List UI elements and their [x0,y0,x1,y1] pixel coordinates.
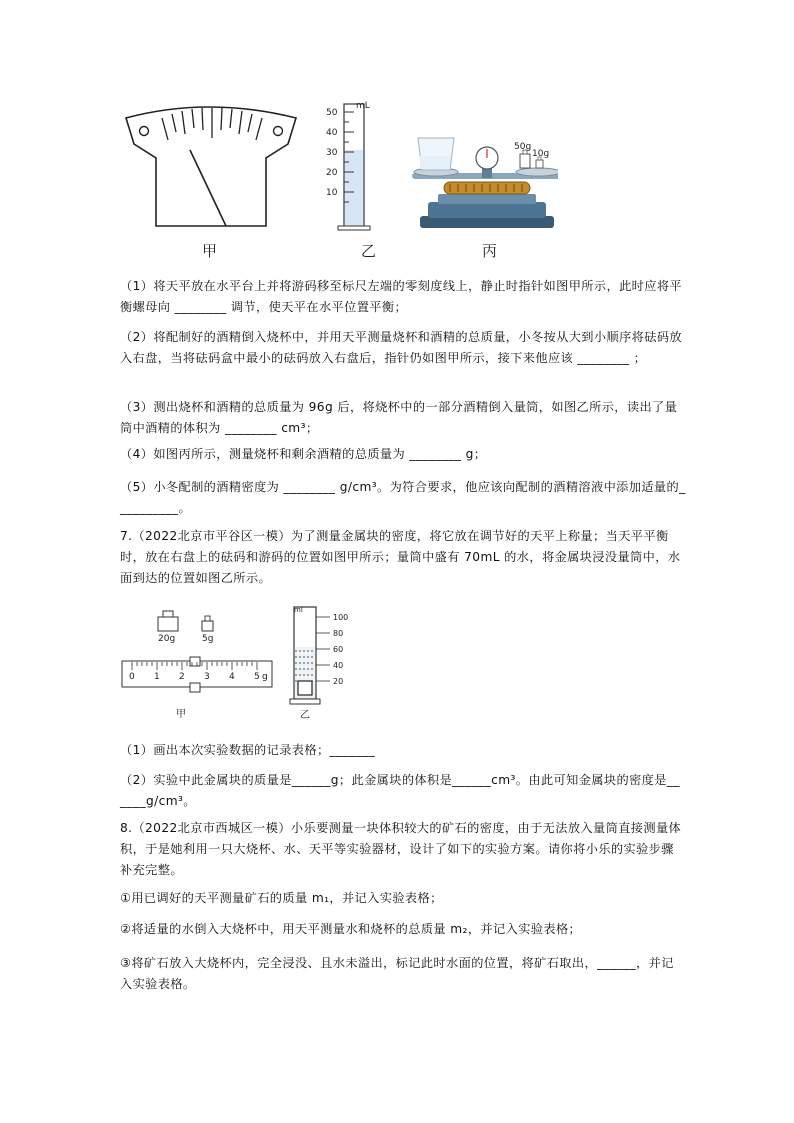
scale-unit: g [262,672,268,682]
figure-label-bing: 丙 [482,242,498,260]
scale-tick-5: 5 [254,672,260,682]
scale-tick-3: 3 [204,672,210,682]
balance-scale [412,138,558,228]
cylinder-tick-10: 10 [326,188,338,198]
q8-step-1: ①用已调好的天平测量矿石的质量 m₁，并记入实验表格； [120,891,443,905]
weight-label-5g: 5g [202,634,214,644]
scale-tick-1: 1 [154,672,160,682]
graduated-cylinder [326,101,370,230]
scale-tick-2: 2 [179,672,185,682]
weight-label-10g: 10g [532,149,550,159]
cylinder-2-tick-20: 20 [333,677,344,686]
q7-stem: 7.（2022北京市平谷区一模）为了测量金属块的密度，将它放在调节好的天平上称量；当天平平衡时，放在右盘上的砝码和游码的位置如图甲所示；量筒中盛有 70mL 的水，将金属块浸没量筒中，水面到达的位置如图乙所示。 [120,529,681,585]
cylinder-tick-50: 50 [326,108,338,118]
figure-2-label-jia: 甲 [176,709,186,720]
cylinder-2-tick-40: 40 [333,661,344,670]
cylinder-tick-40: 40 [326,128,338,138]
figure-2-label-yi: 乙 [300,710,310,721]
cylinder-2-unit: ml [294,606,303,614]
q7-part-2: （2）实验中此金属块的质量是______g；此金属块的体积是______cm³。由此可知金属块的密度是______g/cm³。 [120,773,680,808]
weight-label-50g: 50g [514,142,532,152]
q6-part-3: （3）测出烧杯和酒精的总质量为 96g 后，将烧杯中的一部分酒精倒入量筒，如图乙所示，读出了量筒中酒精的体积为 ________ cm³； [120,400,678,435]
cylinder-tick-30: 30 [326,148,338,158]
balance-pointer-dial [126,107,296,226]
cylinder-tick-20: 20 [326,168,338,178]
cylinder-unit-label: mL [356,101,370,111]
q8-stem: 8.（2022北京市西城区一模）小乐要测量一块体积较大的矿石的密度，由于无法放入量筒直接测量体积，于是她利用一只大烧杯、水、天平等实验器材，设计了如下的实验方案。请你将小乐的实验步骤补充完整。 [120,821,682,877]
cylinder-2-tick-100: 100 [333,613,349,622]
graduated-cylinder-2 [290,606,348,704]
figure-label-jia: 甲 [202,242,218,260]
cylinder-2-tick-80: 80 [333,629,344,638]
q6-part-2: （2）将配制好的酒精倒入烧杯中，并用天平测量烧杯和酒精的总质量，小冬按从大到小顺序将砝码放入右盘，当将砝码盒中最小的砝码放入右盘后，指针仍如图甲所示，接下来他应该 ________ ； [120,330,683,365]
figure-1 [118,98,558,264]
rider-scale [122,657,272,692]
q8-step-2: ②将适量的水倒入大烧杯中，用天平测量水和烧杯的总质量 m₂，并记入实验表格； [120,922,582,936]
figure-label-yi: 乙 [361,242,377,260]
cylinder-2-tick-60: 60 [333,645,344,654]
scale-tick-4: 4 [229,672,235,682]
figure-2 [118,605,368,723]
weights-group [158,611,213,644]
q7-part-1: （1）画出本次实验数据的记录表格；_______ [120,743,376,757]
figure-2-drawing [118,605,368,723]
q6-part-4: （4）如图丙所示，测量烧杯和剩余酒精的总质量为 ________ g； [120,447,487,461]
weight-label-20g: 20g [158,634,176,644]
scale-tick-0: 0 [129,672,135,682]
q6-part-5: （5）小冬配制的酒精密度为 ________ g/cm³。为符合要求，他应该向配制的酒精溶液中添加适量的__________。 [120,480,686,515]
q6-part-1: （1）将天平放在水平台上并将游码移至标尺左端的零刻度线上，静止时指针如图甲所示，此时应将平衡螺母向 ________ 调节，使天平在水平位置平衡； [120,279,683,314]
q8-step-3: ③将矿石放入大烧杯内，完全浸没、且水未溢出，标记此时水面的位置，将矿石取出，______，并记入实验表格。 [120,956,674,991]
